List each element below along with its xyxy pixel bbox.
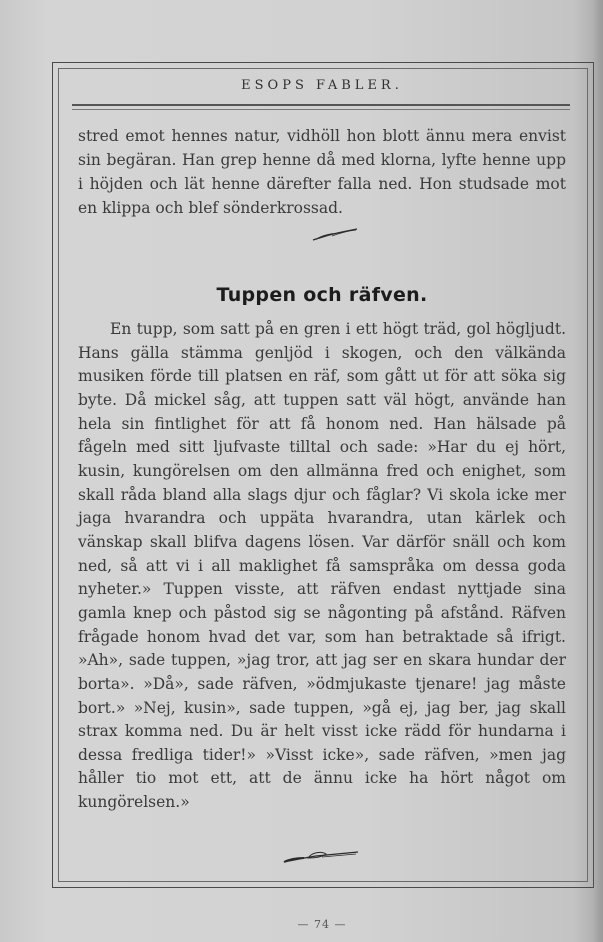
running-header: ESOPS FABLER. bbox=[241, 78, 403, 93]
page-edge-shadow bbox=[593, 0, 603, 942]
previous-fable-ending: stred emot hennes natur, vidhöll hon blott ännu mera envist sin begäran. Han grep henne då med klorna, lyfte henne upp i höjden och lät henne därefter falla ned. Hon studsade mot en klippa och blef sönderkrossad. bbox=[78, 127, 566, 218]
fable-title: Tuppen och räfven. bbox=[216, 284, 428, 306]
quill-ornament-icon bbox=[312, 228, 358, 242]
fable-body: En tupp, som satt på en gren i ett högt träd, gol högljudt. Hans gälla stämma genljöd i skogen, och den välkända musiken förde till platsen en räf, som gått ut för att söka sig byte. Då mickel såg, att tuppen satt väl högt, använde han hela sin fintlighet för att få honom ned. Han hälsade på fågeln med sitt ljufvaste tilltal och sade: »Har du ej hört, kusin, kungörelsen om den allmänna fred och enighet, som skall råda bland alla slags djur och fåglar? Vi skola icke mer jaga hvarandra och uppäta hvarandra, utan kärlek och vänskap skall blifva dagens lösen. Var därför snäll och kom ned, så att vi i all maklighet få samspråka om dessa goda nyheter.» Tuppen visste, att räfven endast nyttjade sina gamla knep och påstod sig se någonting på afstånd. Räfven frågade honom hvad det var, som han betraktade så ifrigt. »Ah», sade tuppen, »jag tror, att jag ser en skara hundar der borta». »Då», sade räfven, »ödmjukaste tjenare! jag måste bort.» »Nej, kusin», sade tuppen, »gå ej, jag ber, jag skall strax komma ned. Du är helt visst icke rädd för hundarna i dessa fredliga tider!» »Visst icke», sade räfven, »men jag håller tio mot ett, att de ännu icke ha hört något om kungörelsen.» bbox=[78, 320, 566, 812]
page-number: — 74 — bbox=[297, 918, 347, 931]
quill-ornament-icon bbox=[282, 848, 360, 864]
header-rule-thin bbox=[72, 109, 570, 110]
header-rule-thick bbox=[72, 104, 570, 106]
